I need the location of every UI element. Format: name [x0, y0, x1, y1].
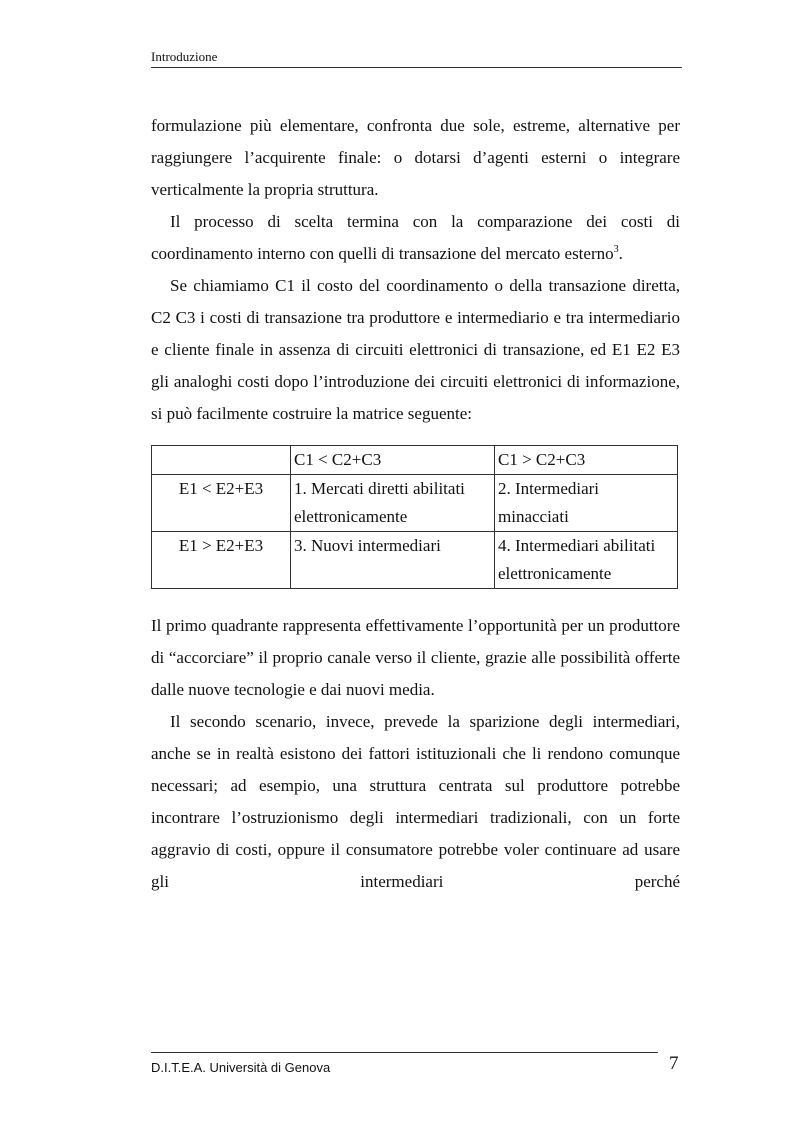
table-row [152, 532, 678, 589]
matrix-cell-1-1: 1. Mercati diretti abilitati elettronicamente [291, 475, 495, 532]
page-body [151, 110, 680, 898]
paragraph-4: Il primo quadrante rappresenta effettivamente l’opportunità per un produttore di “accorciare” il proprio canale verso il cliente, grazie alle possibilità offerte dalle nuove tecnologie e dai nuovi media. [151, 616, 680, 699]
table-header-row [152, 446, 678, 475]
paragraph-1: formulazione più elementare, confronta due sole, estreme, alternative per raggiungere l’acquirente finale: o dotarsi d’agenti esterni o integrare verticalmente la propria struttura. [151, 116, 680, 199]
page-number: 7 [669, 1053, 679, 1074]
matrix-col-header-2: C1 > C2+C3 [495, 446, 678, 475]
table-row [152, 475, 678, 532]
matrix-cell-1-2: 2. Intermediari minacciati [495, 475, 678, 532]
cost-matrix-wrapper [151, 445, 680, 589]
matrix-cell-2-2: 4. Intermediari abilitati elettronicamente [495, 532, 678, 589]
cost-matrix-table [151, 445, 678, 589]
matrix-row-header-2: E1 > E2+E3 [152, 532, 291, 589]
matrix-col-header-1: C1 < C2+C3 [291, 446, 495, 475]
paragraph-2-end: . [618, 244, 623, 263]
footer-divider [151, 1052, 658, 1053]
paragraph-2-text: Il processo di scelta termina con la comparazione dei costi di coordinamento interno con quelli di transazione del mercato esterno [151, 212, 680, 263]
matrix-corner-cell [152, 446, 291, 475]
header-divider [151, 67, 682, 68]
paragraph-5: Il secondo scenario, invece, prevede la sparizione degli intermediari, anche se in realtà esistono dei fattori istituzionali che li rendono comunque necessari; ad esempio, una struttura centrata sul produttore potrebbe incontrare l’ostruzionismo degli intermediari tradizionali, con un forte aggravio di costi, oppure il consumatore potrebbe voler continuare ad usare gli intermediari perché [151, 712, 680, 891]
footnote-ref-3[interactable]: 3 [613, 244, 619, 255]
paragraph-3: Se chiamiamo C1 il costo del coordinamento o della transazione diretta, C2 C3 i costi di transazione tra produttore e intermediario e tra intermediario e cliente finale in assenza di circuiti elettronici di transazione, ed E1 E2 E3 gli analoghi costi dopo l’introduzione dei circuiti elettronici di informazione, si può facilmente costruire la matrice seguente: [151, 276, 680, 423]
paragraph-2 [151, 206, 680, 270]
matrix-row-header-1: E1 < E2+E3 [152, 475, 291, 532]
matrix-cell-2-1: 3. Nuovi intermediari [291, 532, 495, 589]
running-header: Introduzione [151, 49, 218, 64]
footer-institution: D.I.T.E.A. Università di Genova [151, 1060, 331, 1075]
